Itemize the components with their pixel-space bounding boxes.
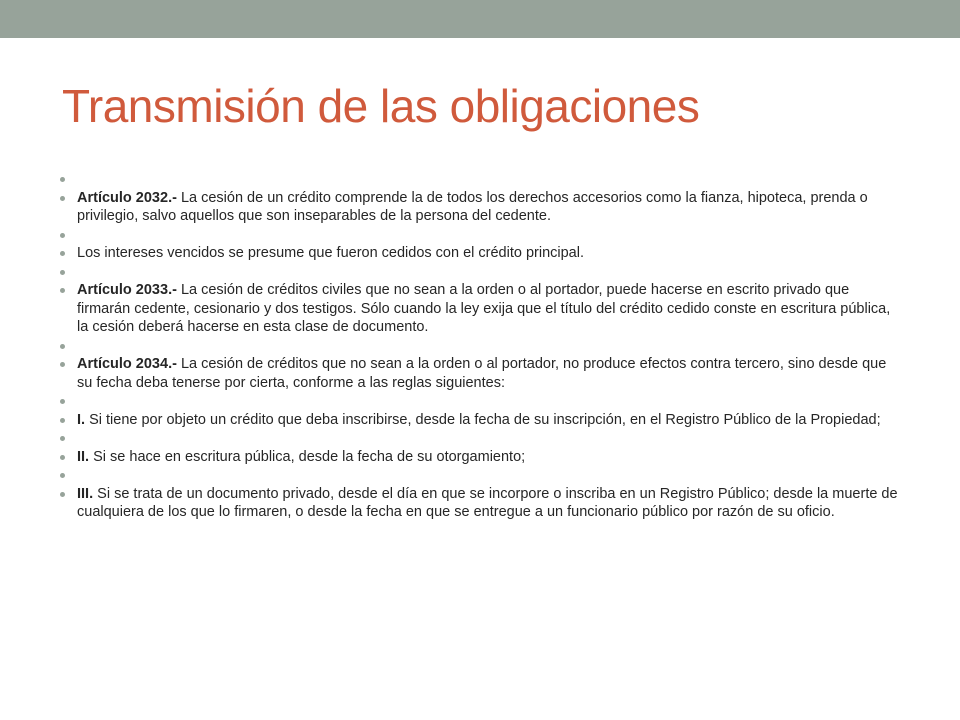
list-item — [58, 411, 898, 430]
list-item — [58, 189, 898, 226]
list-item — [58, 281, 898, 337]
slide-title: Transmisión de las obligaciones — [62, 80, 700, 132]
article-heading: Artículo 2032.- — [77, 189, 177, 206]
article-heading: I. — [77, 411, 86, 428]
article-heading: Artículo 2033.- — [77, 282, 177, 298]
bullet-text: Si se trata de un documento privado, desde el día en que se incorpore o inscriba en un Registro Público; desde la muerte de cualquiera de los que lo firmaren, o desde la fecha en que se entregue a un funcionario público por razón de su oficio. — [77, 485, 898, 520]
list-item — [58, 392, 898, 411]
article-heading: III. — [77, 485, 94, 502]
list-item — [58, 448, 898, 467]
article-heading: Artículo 2034.- — [77, 356, 177, 372]
list-item — [58, 244, 898, 263]
list-item — [58, 337, 898, 356]
list-item — [58, 466, 898, 485]
bullet-list — [58, 170, 898, 522]
article-heading: II. — [77, 448, 90, 465]
list-item — [58, 355, 898, 392]
list-item — [58, 485, 898, 522]
top-accent-bar — [0, 0, 960, 38]
slide-body — [58, 170, 898, 522]
list-item — [58, 263, 898, 282]
bullet-text: Si se hace en escritura pública, desde la fecha de su otorgamiento; — [89, 448, 526, 465]
bullet-text: Los intereses vencidos se presume que fueron cedidos con el crédito principal. — [77, 245, 584, 261]
list-item — [58, 429, 898, 448]
bullet-text: La cesión de créditos que no sean a la orden o al portador, no produce efectos contra tercero, sino desde que su fecha deba tenerse por cierta, conforme a las reglas siguientes: — [77, 356, 887, 391]
bullet-text: La cesión de créditos civiles que no sean a la orden o al portador, puede hacerse en escrito privado que firmarán cedente, cesionario y dos testigos. Sólo cuando la ley exija que el título del crédito cedido conste en escritura pública, la cesión deberá hacerse en esta clase de documento. — [77, 282, 891, 335]
bullet-text: La cesión de un crédito comprende la de todos los derechos accesorios como la fianza, hipoteca, prenda o privilegio, salvo aquellos que son inseparables de la persona del cedente. — [77, 189, 868, 224]
list-item — [58, 226, 898, 245]
list-item — [58, 170, 898, 189]
bullet-text: Si tiene por objeto un crédito que deba inscribirse, desde la fecha de su inscripción, en el Registro Público de la Propiedad; — [85, 411, 881, 428]
